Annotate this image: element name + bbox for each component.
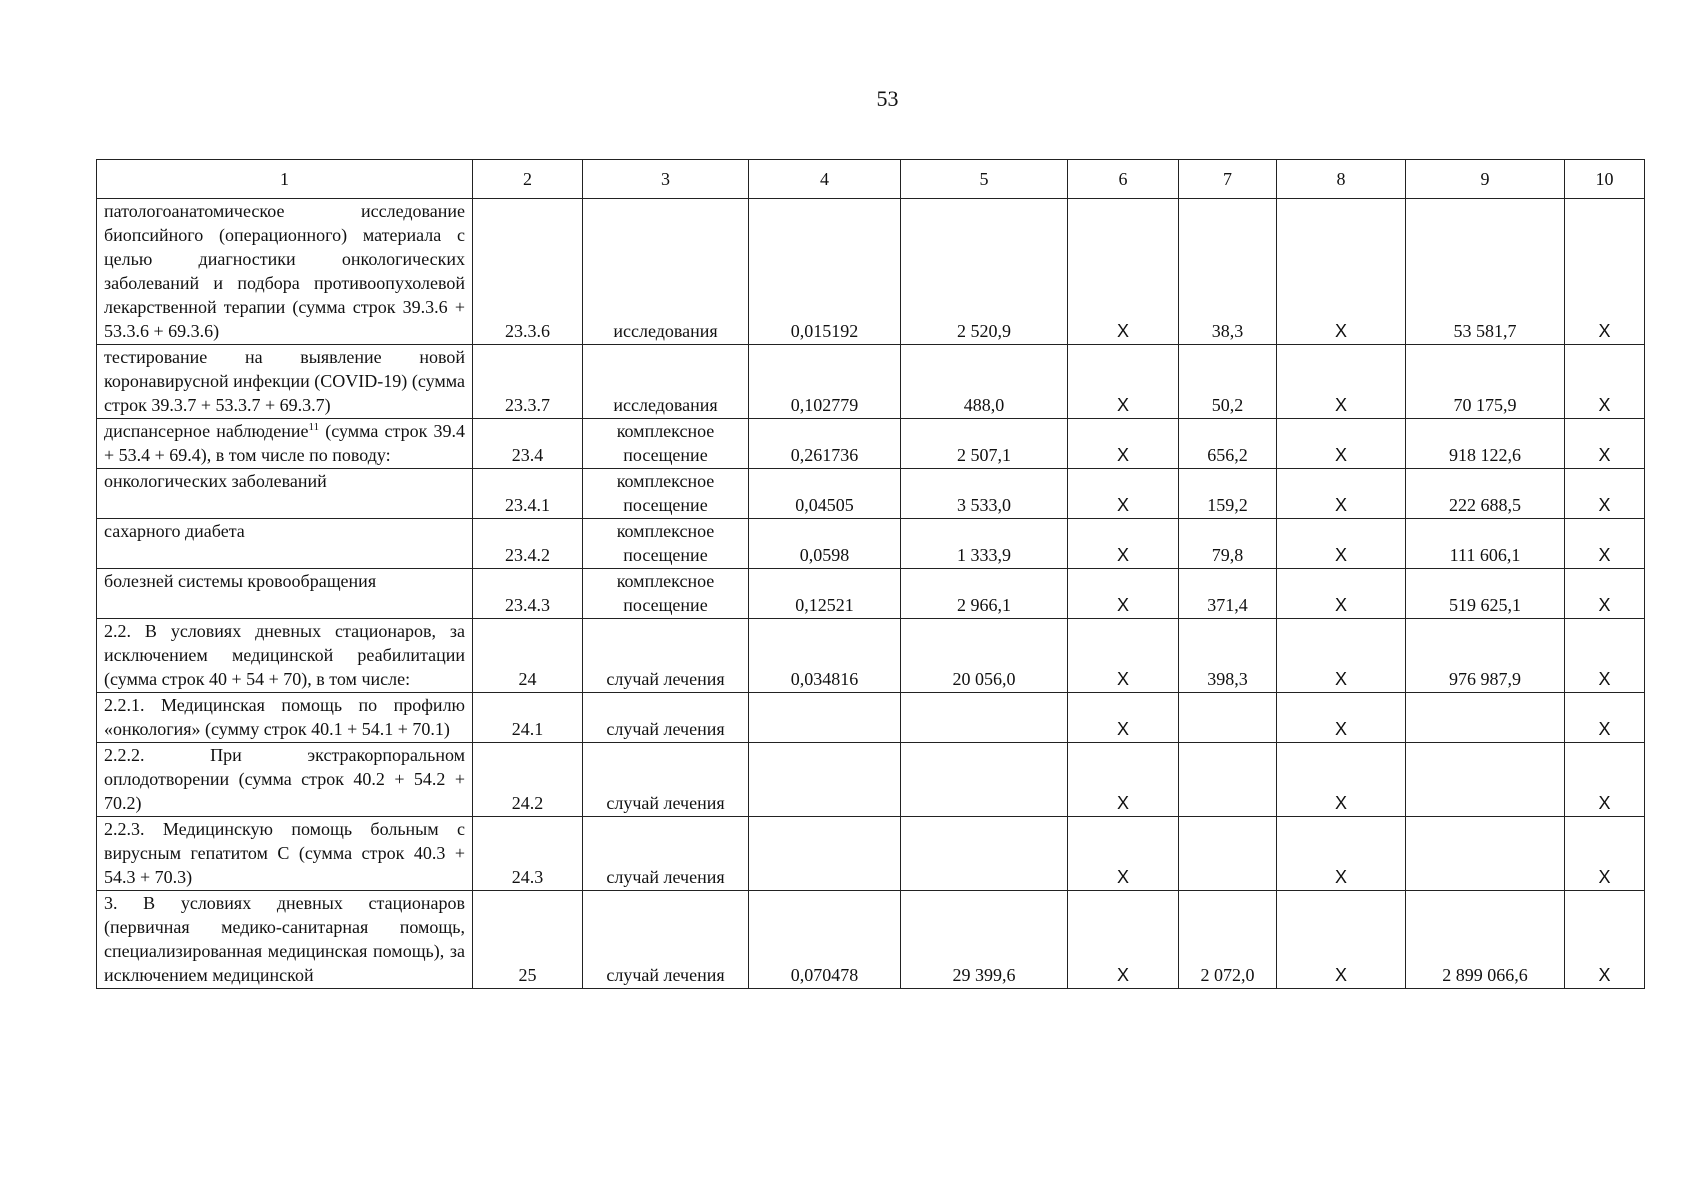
col8-cell: Х [1277,743,1406,817]
norm-cell: 0,070478 [749,891,901,989]
header-cell: 1 [97,160,473,199]
row-code: 23.3.7 [473,345,583,419]
row-description [97,693,473,743]
row-description [97,619,473,693]
col9-cell: 918 122,6 [1406,419,1565,469]
cost-cell: 20 056,0 [901,619,1068,693]
header-cell: 5 [901,160,1068,199]
description-text: патологоанатомическое исследование биопсийного (операционного) материала с целью диагностики онкологических заболеваний и подбора противоопухолевой лекарственной терапии (сумма строк 39.3.6 + 53.3.6 + 69.3.6) [104,201,465,341]
col8-cell: Х [1277,619,1406,693]
description-text: онкологических заболеваний [104,471,327,491]
norm-cell: 0,0598 [749,519,901,569]
col8-cell: Х [1277,469,1406,519]
col6-cell: Х [1068,619,1179,693]
norm-cell: 0,04505 [749,469,901,519]
table-row [97,743,1645,817]
description-text: тестирование на выявление новой коронавирусной инфекции (COVID-19) (сумма строк 39.3.7 + 53.3.7 + 69.3.7) [104,347,465,415]
col7-cell [1179,743,1277,817]
norm-cell [749,817,901,891]
header-cell: 2 [473,160,583,199]
norm-cell: 0,102779 [749,345,901,419]
row-code: 24 [473,619,583,693]
col9-cell: 519 625,1 [1406,569,1565,619]
col8-cell: Х [1277,345,1406,419]
norm-cell: 0,261736 [749,419,901,469]
col7-cell [1179,817,1277,891]
row-code: 23.4 [473,419,583,469]
description-text: диспансерное наблюдение [104,421,309,441]
unit-cell: исследования [583,345,749,419]
row-code: 24.3 [473,817,583,891]
col6-cell: Х [1068,569,1179,619]
row-description [97,469,473,519]
row-code: 23.3.6 [473,199,583,345]
unit-cell: случай лечения [583,619,749,693]
col7-cell: 2 072,0 [1179,891,1277,989]
table-row [97,891,1645,989]
col9-cell: 976 987,9 [1406,619,1565,693]
row-description [97,743,473,817]
col8-cell: Х [1277,419,1406,469]
table-row [97,345,1645,419]
cost-cell: 2 520,9 [901,199,1068,345]
col10-cell: Х [1565,891,1645,989]
cost-cell: 1 333,9 [901,519,1068,569]
col10-cell: Х [1565,743,1645,817]
col7-cell: 398,3 [1179,619,1277,693]
col10-cell: Х [1565,519,1645,569]
col10-cell: Х [1565,419,1645,469]
col10-cell: Х [1565,569,1645,619]
col7-cell: 38,3 [1179,199,1277,345]
col7-cell [1179,693,1277,743]
col9-cell [1406,693,1565,743]
col6-cell: Х [1068,743,1179,817]
table-row [97,519,1645,569]
table-row [97,619,1645,693]
col10-cell: Х [1565,345,1645,419]
row-description [97,345,473,419]
table-row [97,419,1645,469]
col7-cell: 50,2 [1179,345,1277,419]
col6-cell: Х [1068,469,1179,519]
description-text: 2.2.2. При экстракорпоральном оплодотворении (сумма строк 40.2 + 54.2 + 70.2) [104,745,465,813]
cost-cell [901,743,1068,817]
col7-cell: 371,4 [1179,569,1277,619]
col6-cell: Х [1068,891,1179,989]
cost-cell: 2 966,1 [901,569,1068,619]
row-code: 23.4.2 [473,519,583,569]
norm-cell: 0,015192 [749,199,901,345]
col9-cell: 111 606,1 [1406,519,1565,569]
header-cell: 6 [1068,160,1179,199]
table-row [97,469,1645,519]
row-code: 24.2 [473,743,583,817]
table-row [97,817,1645,891]
description-text-tail: (сумма строк 39.4 + 53.4 + 69.4), в том числе по поводу: [104,421,465,465]
col6-cell: Х [1068,693,1179,743]
unit-cell: случай лечения [583,693,749,743]
col6-cell: Х [1068,345,1179,419]
col8-cell: Х [1277,817,1406,891]
header-cell: 3 [583,160,749,199]
col8-cell: Х [1277,569,1406,619]
norm-cell [749,693,901,743]
col6-cell: Х [1068,817,1179,891]
norm-cell: 0,12521 [749,569,901,619]
header-row [97,160,1645,199]
col6-cell: Х [1068,519,1179,569]
col9-cell: 2 899 066,6 [1406,891,1565,989]
col8-cell: Х [1277,891,1406,989]
row-description [97,569,473,619]
unit-cell: комплексное посещение [583,569,749,619]
col6-cell: Х [1068,199,1179,345]
unit-cell: случай лечения [583,817,749,891]
description-text: 2.2.3. Медицинскую помощь больным с вирусным гепатитом С (сумма строк 40.3 + 54.3 + 70.3) [104,819,465,887]
description-text: 2.2.1. Медицинская помощь по профилю «онкология» (сумму строк 40.1 + 54.1 + 70.1) [104,695,465,739]
col6-cell: Х [1068,419,1179,469]
table-row [97,693,1645,743]
col10-cell: Х [1565,469,1645,519]
col10-cell: Х [1565,619,1645,693]
cost-cell: 29 399,6 [901,891,1068,989]
row-description [97,199,473,345]
header-cell: 9 [1406,160,1565,199]
unit-cell: исследования [583,199,749,345]
cost-cell: 3 533,0 [901,469,1068,519]
col8-cell: Х [1277,199,1406,345]
unit-cell: случай лечения [583,891,749,989]
description-text: 3. В условиях дневных стационаров (первичная медико-санитарная помощь, специализированная медицинская помощь), за исключением медицинской [104,893,465,985]
row-description [97,519,473,569]
table-body [97,160,1645,989]
description-text: сахарного диабета [104,521,245,541]
col7-cell: 159,2 [1179,469,1277,519]
table-row [97,199,1645,345]
page-number: 53 [876,86,899,111]
col9-cell: 70 175,9 [1406,345,1565,419]
col9-cell: 53 581,7 [1406,199,1565,345]
cost-cell: 488,0 [901,345,1068,419]
cost-cell [901,693,1068,743]
col8-cell: Х [1277,693,1406,743]
row-description [97,817,473,891]
col10-cell: Х [1565,817,1645,891]
unit-cell: комплексное посещение [583,419,749,469]
unit-cell: случай лечения [583,743,749,817]
unit-cell: комплексное посещение [583,519,749,569]
footnote-marker: 11 [308,421,320,433]
row-code: 23.4.1 [473,469,583,519]
norm-cell: 0,034816 [749,619,901,693]
header-cell: 10 [1565,160,1645,199]
col9-cell: 222 688,5 [1406,469,1565,519]
col10-cell: Х [1565,199,1645,345]
unit-cell: комплексное посещение [583,469,749,519]
row-description [97,891,473,989]
col7-cell: 79,8 [1179,519,1277,569]
row-code: 24.1 [473,693,583,743]
header-cell: 8 [1277,160,1406,199]
cost-cell: 2 507,1 [901,419,1068,469]
data-table [96,159,1645,989]
row-code: 23.4.3 [473,569,583,619]
description-text: 2.2. В условиях дневных стационаров, за исключением медицинской реабилитации (сумма строк 40 + 54 + 70), в том числе: [104,621,465,689]
cost-cell [901,817,1068,891]
header-cell: 7 [1179,160,1277,199]
col9-cell [1406,743,1565,817]
norm-cell [749,743,901,817]
description-text: болезней системы кровообращения [104,571,377,591]
col7-cell: 656,2 [1179,419,1277,469]
table-row [97,569,1645,619]
row-description [97,419,473,469]
col10-cell: Х [1565,693,1645,743]
header-cell: 4 [749,160,901,199]
row-code: 25 [473,891,583,989]
col9-cell [1406,817,1565,891]
col8-cell: Х [1277,519,1406,569]
